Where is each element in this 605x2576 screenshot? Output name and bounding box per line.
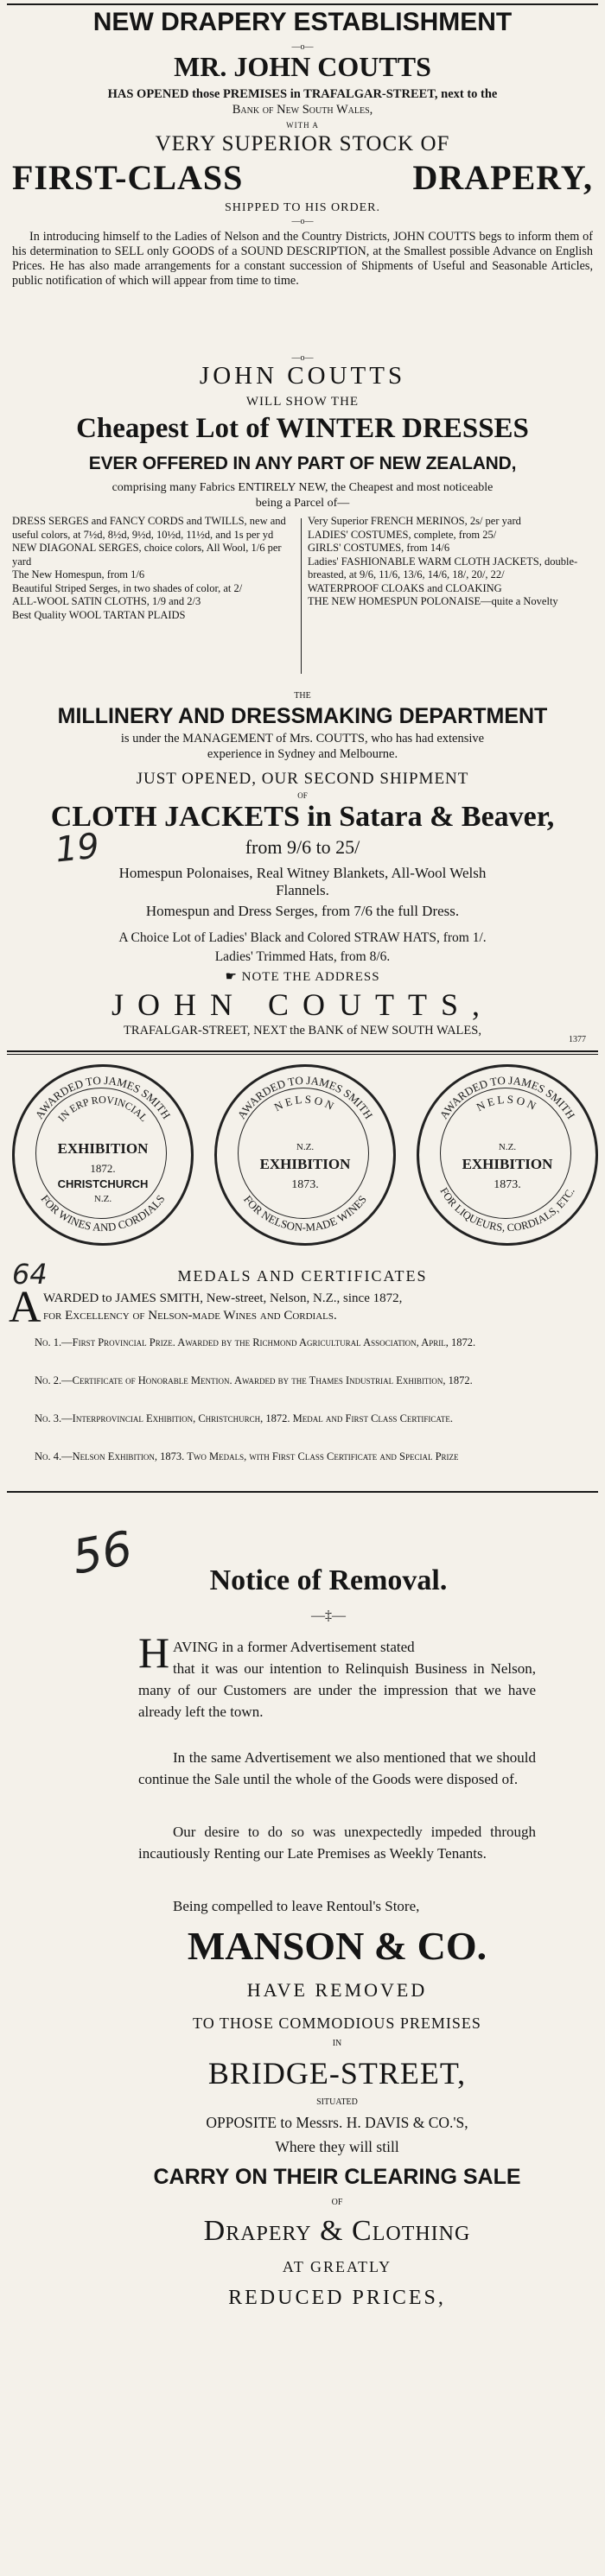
- bridge-street-line: BRIDGE-STREET,: [207, 2056, 467, 2091]
- cheapest-lot-line: Cheapest Lot of WINTER DRESSES: [76, 413, 529, 444]
- section-rule: [7, 1050, 598, 1052]
- at-greatly-line: AT GREATLY: [282, 2258, 392, 2275]
- opened-line-1: HAS OPENED those PREMISES in TRAFALGAR-STREET, next to the: [107, 87, 498, 101]
- management-line-1: is under the MANAGEMENT of Mrs. COUTTS, who has had extensive: [120, 732, 485, 746]
- list-item: WATERPROOF CLOAKS and CLOAKING: [308, 581, 502, 594]
- medal-entry: No. 1.—First Provincial Prize. Awarded by the Richmond Agricultural Association, April, 1872.: [35, 1336, 476, 1348]
- the-text: THE: [294, 691, 311, 701]
- removal-title: Notice of Removal.: [209, 1564, 448, 1596]
- john-coutts-heading: JOHN COUTTS: [199, 362, 406, 390]
- medal-country: N.Z.: [296, 1142, 315, 1152]
- ornament-divider: —o—: [291, 353, 314, 363]
- svg-text:FOR NELSON-MADE WINES: [241, 1193, 369, 1234]
- medal-inner-text: IN ERP ROVINCIAL: [55, 1093, 150, 1125]
- medal-top-text: AWARDED TO JAMES SMITH: [436, 1073, 578, 1121]
- comprising-line: comprising many Fabrics ENTIRELY NEW, the Cheapest and most noticeable: [111, 481, 494, 494]
- pointing-hand-icon: ☛: [225, 970, 238, 984]
- price-range-line: from 9/6 to 25/: [245, 836, 360, 858]
- medals-intro-1: WARDED to JAMES SMITH, New-street, Nelson, N.Z., since 1872,: [43, 1291, 403, 1305]
- medal-year: 1873.: [291, 1178, 319, 1191]
- right-item-column: [308, 515, 593, 609]
- svg-text:NELSON: [474, 1093, 541, 1114]
- intro-paragraph: In introducing himself to the Ladies of Nelson and the Country Districts, JOHN COUTTS begs to inform them of his determination to SELL only GOODS of a SOUND DESCRIPTION, at the Smallest possible Advance on English Prices. He has also made arrangements for a constant succession of Shipments of Useful and Seasonable Articles, public notification of which will appear from time to time.: [12, 230, 593, 288]
- just-opened-line: JUST OPENED, OUR SECOND SHIPMENT: [136, 770, 469, 788]
- medal-year: 1873.: [494, 1178, 521, 1191]
- of-text: OF: [297, 791, 308, 800]
- ornament-divider: —o—: [291, 42, 314, 52]
- note-address-text: NOTE THE ADDRESS: [241, 970, 380, 984]
- list-item: Very Superior FRENCH MERINOS, 2s/ per yard: [308, 515, 521, 527]
- list-item: DRESS SERGES and FANCY CORDS and TWILLS, new and useful colors, at 7½d, 8½d, 9½d, 10½d, 11½d, and 1s per yd: [12, 515, 286, 541]
- svg-text:AWARDED TO JAMES SMITH: [437, 1074, 578, 1121]
- list-item: THE NEW HOMESPUN POLONAISE—quite a Novelty: [308, 595, 558, 607]
- list-item: NEW DIAGONAL SERGES, choice colors, All Wool, 1/6 per yard: [12, 542, 282, 568]
- medal-entry: No. 4.—Nelson Exhibition, 1873. Two Medals, with First Class Certificate and Special Prize: [35, 1450, 459, 1462]
- svg-text:AWARDED TO JAMES SMITH: [235, 1074, 376, 1121]
- exhibition-medal: [12, 1064, 194, 1246]
- drapery-clothing-line: Drapery & Clothing: [203, 2215, 471, 2247]
- list-item: Best Quality WOOL TARTAN PLAIDS: [12, 608, 186, 621]
- note-address-row: [0, 969, 605, 986]
- list-item: Ladies' FASHIONABLE WARM CLOTH JACKETS, double-breasted, at 9/6, 11/6, 13/6, 14/6, 18/, 20/, 22/: [308, 555, 578, 581]
- opened-line-2: Bank of New South Wales,: [232, 103, 373, 117]
- list-item: LADIES' COSTUMES, complete, from 25/: [308, 528, 497, 541]
- proprietor-name: MR. JOHN COUTTS: [174, 51, 431, 82]
- left-item-column: [12, 515, 293, 622]
- medal-top-text: AWARDED TO JAMES SMITH: [32, 1073, 174, 1121]
- medals-intro-2: for Excellency of Nelson-made Wines and Cordials.: [43, 1309, 337, 1323]
- where-line: Where they will still: [275, 2138, 399, 2155]
- list-item: The New Homespun, from 1/6: [12, 568, 145, 581]
- ornament-divider: —o—: [291, 217, 314, 226]
- reduced-prices-line: REDUCED PRICES,: [228, 2287, 446, 2309]
- clearing-sale-line: CARRY ON THEIR CLEARING SALE: [153, 2165, 521, 2189]
- svg-text:NELSON: [272, 1093, 339, 1114]
- john-coutts-address-name: JOHN COUTTS,: [111, 987, 494, 1022]
- medal-ring-text: [419, 1067, 595, 1243]
- medal-inner-text: NELSON: [271, 1092, 339, 1114]
- medal-city: CHRISTCHURCH: [57, 1177, 149, 1190]
- opposite-line: OPPOSITE to Messrs. H. DAVIS & CO.'S,: [206, 2114, 468, 2131]
- cloth-jackets-line: CLOTH JACKETS in Satara & Beaver,: [50, 801, 555, 833]
- list-item: Beautiful Striped Serges, in two shades of color, at 2/: [12, 581, 243, 594]
- medal-country: N.Z.: [93, 1194, 112, 1204]
- removal-para1: that it was our intention to Relinquish Business in Nelson, many of our Customers are under the impression that we have already left the town.: [138, 1660, 536, 1720]
- with-a-text: WITH A: [286, 121, 319, 130]
- medal-title: EXHIBITION: [57, 1140, 149, 1157]
- medal-title: EXHIBITION: [462, 1156, 553, 1172]
- will-show-line: WILL SHOW THE: [245, 395, 360, 409]
- medal-year: 1872.: [90, 1162, 116, 1175]
- removal-para3: Our desire to do so was unexpectedly impeded through incautiously Renting our Late Premises as Weekly Tenants.: [138, 1824, 536, 1862]
- pencil-annotation: 64: [12, 1258, 48, 1291]
- medals-dropcap: A: [9, 1283, 41, 1332]
- medal-bottom-text: FOR LIQUEURS, CORDIALS, ETC.: [437, 1185, 577, 1234]
- medal-entry: No. 3.—Interprovincial Exhibition, Christchurch, 1872. Medal and First Class Certificate.: [35, 1412, 453, 1424]
- drapery-headline: NEW DRAPERY ESTABLISHMENT: [92, 8, 513, 36]
- exhibition-medal: [214, 1064, 396, 1246]
- medal-country: N.Z.: [498, 1142, 517, 1152]
- column-divider: [301, 518, 302, 674]
- ad-reference-number: 1377: [569, 1035, 586, 1044]
- address-line: TRAFALGAR-STREET, NEXT the BANK of NEW SOUTH WALES,: [124, 1024, 481, 1037]
- firm-name: MANSON & CO.: [187, 1924, 487, 1968]
- straw-hats-line-2: Ladies' Trimmed Hats, from 8/6.: [214, 949, 391, 964]
- medal-entry: No. 2.—Certificate of Honorable Mention. Awarded by the Thames Industrial Exhibition, 1872.: [35, 1374, 473, 1386]
- medal-ring-text: [217, 1067, 393, 1243]
- of-text: OF: [331, 2198, 343, 2207]
- shipped-line: SHIPPED TO HIS ORDER.: [225, 201, 380, 214]
- in-text: IN: [332, 2039, 342, 2048]
- medal-ring-text: [15, 1067, 191, 1243]
- situated-text: SITUATED: [316, 2097, 358, 2107]
- removal-para1-lead: AVING in a former Advertisement stated: [173, 1639, 415, 1655]
- pencil-annotation: 19: [53, 826, 102, 871]
- removal-para4: Being compelled to leave Rentoul's Store,: [173, 1898, 420, 1914]
- svg-text:IN ERP ROVINCIAL: [55, 1094, 150, 1124]
- medal-title: EXHIBITION: [259, 1156, 351, 1172]
- top-rule: [7, 3, 598, 5]
- parcel-line: being a Parcel of—: [255, 497, 350, 510]
- list-item: ALL-WOOL SATIN CLOTHS, 1/9 and 2/3: [12, 595, 201, 607]
- straw-hats-line-1: A Choice Lot of Ladies' Black and Colored STRAW HATS, from 1/.: [118, 930, 487, 945]
- svg-text:FOR LIQUEURS, CORDIALS, ETC.: [437, 1185, 576, 1234]
- superior-stock-line: VERY SUPERIOR STOCK OF: [155, 132, 450, 155]
- medal-top-text: AWARDED TO JAMES SMITH: [234, 1073, 376, 1121]
- ever-offered-line: EVER OFFERED IN ANY PART OF NEW ZEALAND,: [88, 454, 517, 473]
- medal-bottom-text: FOR NELSON-MADE WINES: [241, 1192, 369, 1234]
- have-removed-line: HAVE REMOVED: [246, 1979, 428, 2001]
- management-line-2: experience in Sydney and Melbourne.: [207, 747, 398, 761]
- removal-ornament: —‡—: [311, 1608, 346, 1623]
- exhibition-medal: [417, 1064, 598, 1246]
- commodious-line: TO THOSE COMMODIOUS PREMISES: [193, 2014, 481, 2032]
- medal-inner-text: NELSON: [474, 1092, 541, 1114]
- section-rule: [7, 1054, 598, 1055]
- removal-dropcap: H: [138, 1628, 170, 1677]
- pencil-annotation: 56: [67, 1520, 137, 1585]
- homespun-line-1: Homespun Polonaises, Real Witney Blankets, All-Wool Welsh: [118, 865, 487, 881]
- removal-para2: In the same Advertisement we also mentioned that we should continue the Sale until the whole of the Goods were disposed of.: [138, 1749, 536, 1787]
- section-rule: [7, 1491, 598, 1493]
- list-item: GIRLS' COSTUMES, from 14/6: [308, 542, 450, 554]
- medal-bottom-text: FOR WINES AND CORDIALS: [38, 1192, 168, 1234]
- homespun-line-2: Flannels.: [276, 882, 329, 898]
- first-class-drapery-line: FIRST-CLASS DRAPERY,: [12, 158, 593, 197]
- millinery-heading: MILLINERY AND DRESSMAKING DEPARTMENT: [57, 704, 548, 728]
- serges-line: Homespun and Dress Serges, from 7/6 the full Dress.: [145, 903, 460, 919]
- medals-heading: MEDALS AND CERTIFICATES: [177, 1267, 428, 1285]
